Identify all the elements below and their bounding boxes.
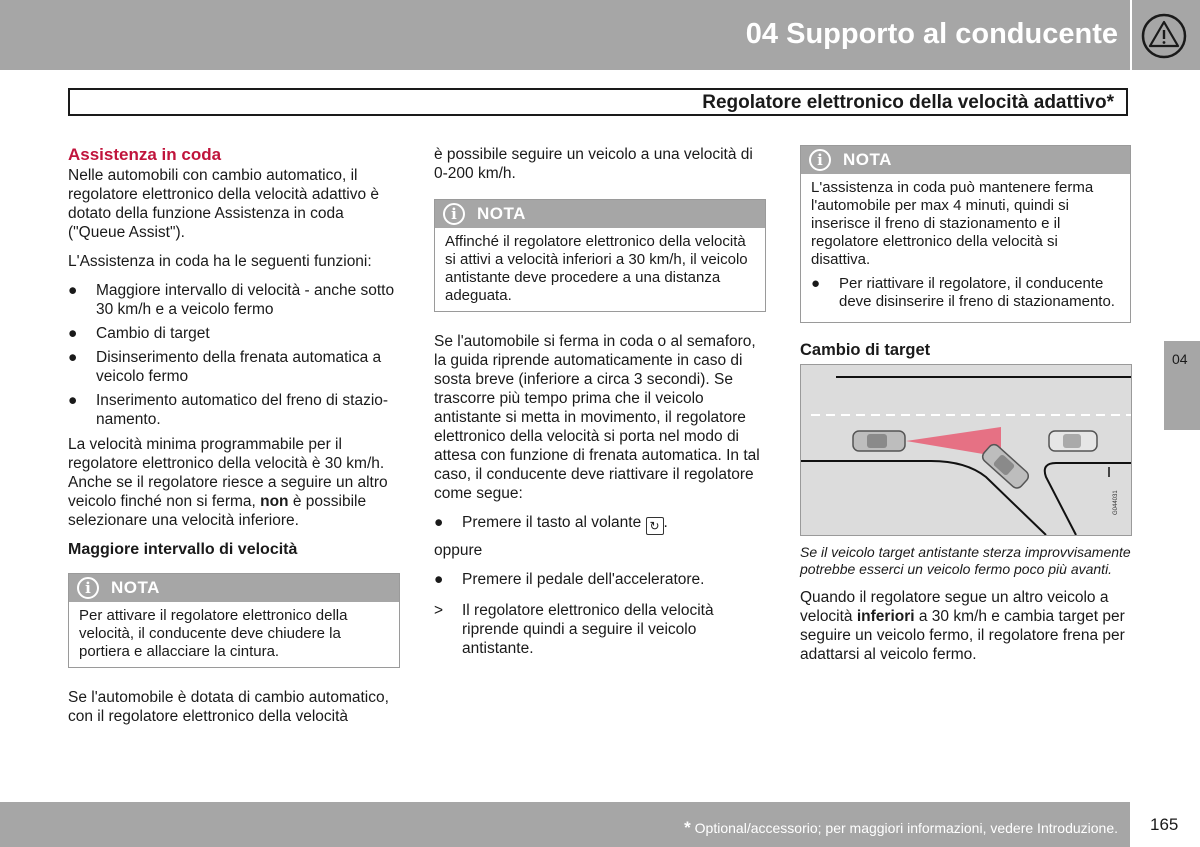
note-box [434, 199, 766, 312]
list-item [68, 281, 400, 319]
heading-maggiore-intervallo: Maggiore intervallo di velocità [68, 541, 298, 558]
column-2 [434, 145, 766, 664]
section-header [68, 88, 1128, 116]
bold-text: non [260, 493, 289, 510]
text: è possibile selezionare una velocità inferiore. [68, 493, 367, 529]
figure-caption: Se il veicolo target antistante sterza improvvisamente potrebbe esserci un veicolo fermo poco più avanti. [800, 544, 1131, 577]
note-box [800, 145, 1131, 323]
paragraph [68, 435, 400, 530]
column-1 [68, 145, 400, 736]
info-icon: i [443, 203, 465, 225]
text: a 30 km/h e cambia target per seguire un veicolo fermo, il regolatore frena per adattarsi al veicolo fermo. [800, 608, 1125, 663]
list-item-text: Maggiore intervallo di velocità - anche sotto 30 km/h e a veicolo fermo [96, 282, 395, 318]
note-text: Affinché il regolatore elettronico della velocità si attivi a velocità inferiori a 30 km/h, il veicolo antistante deve procedere a una distanza adeguata. [445, 233, 748, 304]
note-body [801, 174, 1130, 322]
warning-triangle-icon [1141, 13, 1187, 59]
paragraph: Se l'automobile è dotata di cambio automatico, con il regolatore elettronico della velocità [68, 689, 389, 725]
paragraph: Se l'automobile si ferma in coda o al semaforo, la guida riprende automaticamente in caso di sosta breve (inferiore a circa 3 secondi). Se trascorre più tempo prima che il veicolo antistante si metta in movimento, il regolatore elettronico della velocità si porta nel modo di attesa con funzione di frenata automatica. In tal caso, il conducente deve riattivare il regolatore come segue: [434, 333, 760, 502]
result-marker: > [434, 602, 444, 619]
bullet-icon: ● [811, 275, 821, 292]
info-icon: i [809, 149, 831, 171]
figure-code: G044031 [1113, 490, 1119, 515]
list-item-text: Inserimento automatico del freno di stazio-namento. [96, 392, 389, 428]
note-label: NOTA [477, 204, 526, 223]
info-icon: i [77, 577, 99, 599]
paragraph: Nelle automobili con cambio automatico, il regolatore elettronico della velocità adattivo è dotato della funzione Assistenza in coda ("Queue Assist"). [68, 167, 380, 241]
bullet-icon: ● [68, 325, 78, 342]
note-text: L'assistenza in coda può mantenere ferma l'automobile per max 4 minuti, quindi si inserisce il freno di stazionamento e il regolatore elettronico della velocità si disattiva. [811, 179, 1094, 268]
text: La velocità minima programmabile per il regolatore elettronico della velocità è 30 km/h. Anche se il regolatore riesce a seguire un altro veicolo finché non si ferma, [68, 436, 388, 510]
action-list [434, 570, 766, 658]
heading-cambio-di-target: Cambio di target [800, 341, 931, 359]
footnote-star: * [684, 818, 691, 837]
target-car-icon [980, 442, 1031, 490]
list-item-text: Premere il pedale dell'acceleratore. [462, 571, 705, 588]
resume-icon: ↻ [646, 517, 664, 535]
list-item [68, 348, 400, 386]
list-item [811, 275, 1120, 311]
paragraph: L'Assistenza in coda ha le seguenti funzioni: [68, 253, 372, 270]
chapter-title: 04 Supporto al conducente [745, 18, 1118, 50]
stopped-car-icon [1049, 431, 1097, 451]
page-number: 165 [1150, 815, 1179, 834]
bullet-icon: ● [434, 571, 444, 588]
road-illustration [801, 365, 1131, 535]
paragraph: oppure [434, 542, 483, 559]
note-list [811, 275, 1120, 311]
bullet-icon: ● [68, 392, 78, 409]
target-change-diagram [800, 364, 1132, 536]
chapter-header [0, 0, 1130, 70]
bullet-icon: ● [434, 514, 444, 531]
text: Quando il regolatore segue un altro veicolo a velocità [800, 589, 1109, 625]
section-title: Regolatore elettronico della velocità adattivo* [702, 92, 1114, 113]
note-text: Per attivare il regolatore elettronico della velocità, il conducente deve chiudere la portiera e allacciare la cintura. [79, 607, 348, 660]
bullet-icon: ● [68, 349, 78, 366]
list-item [434, 570, 766, 589]
list-item-text: Cambio di target [96, 325, 210, 342]
list-item-text: Disinserimento della frenata automatica a veicolo fermo [96, 349, 382, 385]
note-header [435, 200, 765, 228]
note-label: NOTA [843, 150, 892, 169]
list-item: ● Premere il tasto al volante ↻ . [434, 514, 668, 533]
action-list [434, 513, 766, 535]
result-text: Il regolatore elettronico della velocità riprende quindi a seguire il veicolo antistante. [462, 602, 714, 657]
note-header [69, 574, 399, 602]
list-item [68, 391, 400, 429]
column-3 [800, 145, 1131, 674]
paragraph: è possibile seguire un veicolo a una velocità di 0-200 km/h. [434, 146, 753, 182]
bold-text: inferiori [856, 608, 915, 625]
list-item [68, 324, 400, 343]
bullet-icon: ● [68, 282, 78, 299]
result-item [434, 601, 766, 658]
footnote [684, 818, 1118, 838]
list-item-text: Per riattivare il regolatore, il conducente deve disinserire il freno di stazionamento. [839, 275, 1115, 310]
heading-assistenza-in-coda: Assistenza in coda [68, 145, 222, 164]
note-box [68, 573, 400, 668]
functions-list [68, 281, 400, 429]
note-header [801, 146, 1130, 174]
footnote-text: Optional/accessorio; per maggiori informazioni, vedere Introduzione. [690, 820, 1118, 836]
paragraph [800, 588, 1131, 664]
chapter-tab-number: 04 [1172, 351, 1188, 367]
page-footer [0, 802, 1130, 847]
list-item-text: Premere il tasto al volante [462, 514, 642, 531]
chapter-side-tab [1164, 341, 1200, 430]
own-car-icon [853, 431, 905, 451]
note-label: NOTA [111, 578, 160, 597]
